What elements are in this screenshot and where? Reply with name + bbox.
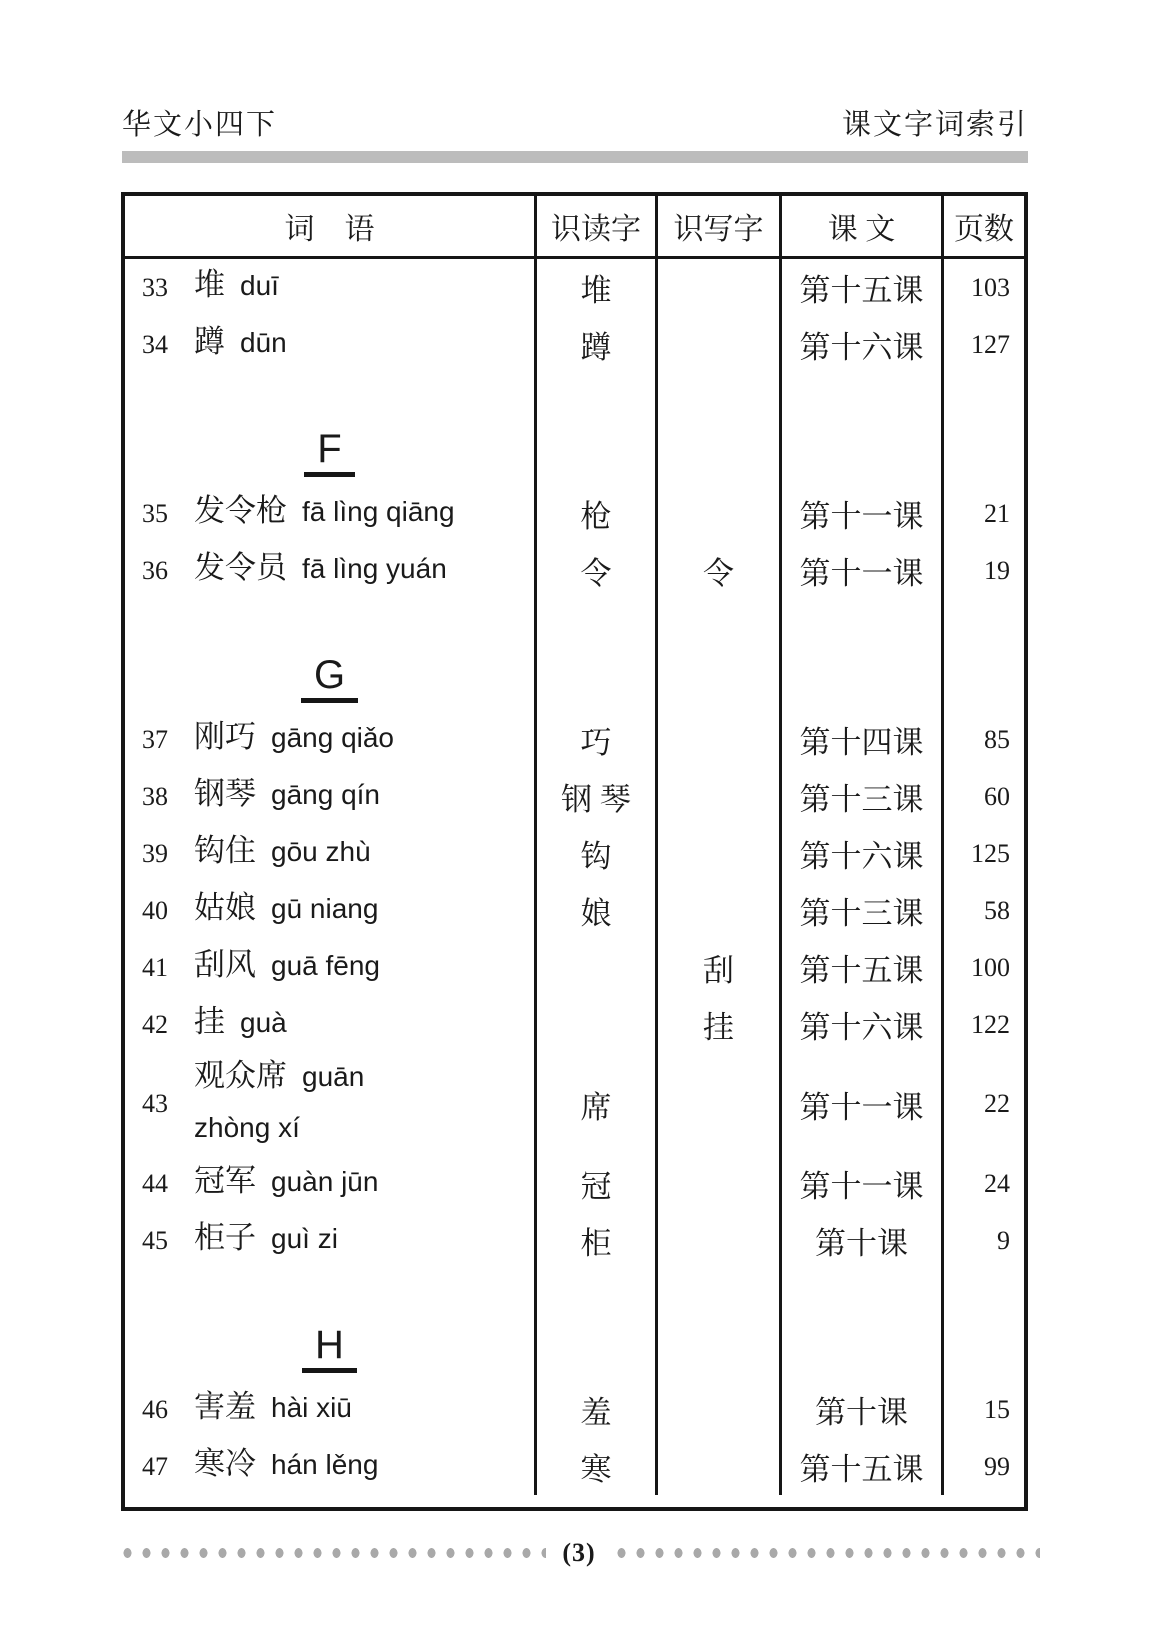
write-char-cell xyxy=(658,1053,782,1155)
word-cell xyxy=(125,939,537,996)
write-char-cell xyxy=(658,1438,782,1495)
column-header-lesson: 课 文 xyxy=(782,196,944,256)
lesson-name: 第十一课 xyxy=(799,556,924,591)
page-cell xyxy=(944,1381,1024,1438)
word-hanzi: 冠军 xyxy=(194,1162,256,1198)
page-number-value: 24 xyxy=(984,1168,1010,1198)
read-char-cell xyxy=(537,1212,658,1269)
entry-number: 46 xyxy=(142,1394,168,1424)
word-pinyin-block xyxy=(194,828,371,880)
write-char-cell xyxy=(658,711,782,768)
column-header-write-char: 识写字 xyxy=(658,196,782,256)
page-cell xyxy=(944,882,1024,939)
write-char: 令 xyxy=(703,556,734,591)
page-cell xyxy=(944,711,1024,768)
entry-number: 38 xyxy=(142,781,168,811)
write-char-cell xyxy=(658,1381,782,1438)
entry-number: 37 xyxy=(142,724,168,754)
lesson-cell xyxy=(782,259,944,316)
word-pinyin-block xyxy=(194,942,380,994)
word-hanzi: 发令员 xyxy=(194,549,287,585)
table-row xyxy=(125,316,1024,373)
read-char-cell xyxy=(537,1381,658,1438)
word-pinyin-continued: zhòng xí xyxy=(194,1111,300,1143)
word-pinyin: gāng qín xyxy=(271,778,380,810)
write-char-cell xyxy=(658,485,782,542)
lesson-cell xyxy=(782,599,944,711)
page-cell xyxy=(944,542,1024,599)
lesson-cell xyxy=(782,373,944,485)
read-char-cell xyxy=(537,882,658,939)
dotted-divider-left xyxy=(118,1547,546,1559)
write-char: 刮 xyxy=(703,953,734,988)
word-cell xyxy=(125,1381,537,1438)
word-line xyxy=(194,1441,378,1493)
write-char-cell xyxy=(658,825,782,882)
word-hanzi: 柜子 xyxy=(194,1219,256,1255)
word-pinyin: guàn jūn xyxy=(271,1165,379,1197)
read-char-cell xyxy=(537,599,658,711)
word-pinyin-block xyxy=(194,1158,378,1210)
lesson-cell xyxy=(782,996,944,1053)
word-hanzi: 钩住 xyxy=(194,832,256,868)
word-pinyin-block xyxy=(194,999,287,1051)
word-line xyxy=(194,714,394,766)
word-pinyin: guā fēng xyxy=(271,949,380,981)
word-pinyin-block xyxy=(194,1441,378,1493)
word-pinyin: dūn xyxy=(240,326,287,358)
word-pinyin: fā lìng yuán xyxy=(302,552,447,584)
table-row xyxy=(125,825,1024,882)
word-pinyin-block xyxy=(194,319,287,371)
table-row xyxy=(125,542,1024,599)
section-letter-cell xyxy=(125,373,537,485)
word-cell xyxy=(125,485,537,542)
read-char-cell xyxy=(537,259,658,316)
word-hanzi: 观众席 xyxy=(194,1057,287,1093)
lesson-cell xyxy=(782,485,944,542)
section-letter-cell xyxy=(125,599,537,711)
entry-number: 36 xyxy=(142,555,168,585)
table-row xyxy=(125,259,1024,316)
word-pinyin-block xyxy=(194,262,279,314)
entry-number: 43 xyxy=(142,1089,168,1118)
word-line xyxy=(194,885,378,937)
lesson-cell xyxy=(782,1212,944,1269)
word-pinyin: hài xiū xyxy=(271,1391,352,1423)
table-row xyxy=(125,1381,1024,1438)
table-body xyxy=(125,259,1024,1495)
word-pinyin: hán lěng xyxy=(271,1448,379,1480)
page-cell xyxy=(944,1155,1024,1212)
page-cell xyxy=(944,599,1024,711)
word-cell xyxy=(125,1053,537,1155)
column-header-read-char: 识读字 xyxy=(537,196,658,256)
lesson-cell xyxy=(782,1053,944,1155)
word-cell xyxy=(125,542,537,599)
word-cell xyxy=(125,711,537,768)
page-cell xyxy=(944,825,1024,882)
word-pinyin-block xyxy=(194,771,380,823)
read-char: 蹲 xyxy=(580,330,612,365)
write-char-cell xyxy=(658,1269,782,1381)
section-letter: H xyxy=(302,1323,357,1373)
column-header-page: 页数 xyxy=(954,213,1014,246)
lesson-cell xyxy=(782,939,944,996)
book-title: 华文小四下 xyxy=(122,109,278,141)
lesson-cell xyxy=(782,316,944,373)
lesson-name: 第十六课 xyxy=(799,330,924,365)
word-hanzi: 挂 xyxy=(194,1003,225,1039)
write-char-cell xyxy=(658,768,782,825)
read-char-cell xyxy=(537,316,658,373)
lesson-name: 第十五课 xyxy=(799,1452,924,1487)
page-number-value: 9 xyxy=(997,1225,1010,1255)
table-row xyxy=(125,1053,1024,1155)
word-cell xyxy=(125,1438,537,1495)
read-char-cell xyxy=(537,485,658,542)
page-number-value: 103 xyxy=(971,272,1010,302)
lesson-name: 第十一课 xyxy=(799,499,924,534)
lesson-name: 第十一课 xyxy=(799,1169,924,1204)
dotted-divider-right xyxy=(612,1547,1040,1559)
word-line xyxy=(194,488,455,540)
lesson-cell xyxy=(782,1438,944,1495)
entry-number: 47 xyxy=(142,1451,168,1481)
read-char-cell xyxy=(537,1155,658,1212)
table-row xyxy=(125,1438,1024,1495)
read-char: 柜 xyxy=(580,1226,612,1261)
word-pinyin-block xyxy=(194,488,455,540)
read-char: 令 xyxy=(580,556,612,591)
page-number-value: 125 xyxy=(971,838,1010,868)
lesson-cell xyxy=(782,1381,944,1438)
page-cell xyxy=(944,1269,1024,1381)
word-line xyxy=(194,1384,352,1436)
page-number: (3) xyxy=(562,1538,596,1567)
word-pinyin: fā lìng qiāng xyxy=(302,495,455,527)
word-cell xyxy=(125,825,537,882)
word-pinyin: duī xyxy=(240,269,279,301)
word-cell xyxy=(125,259,537,316)
page-cell xyxy=(944,373,1024,485)
entry-number: 33 xyxy=(142,272,168,302)
word-line xyxy=(194,319,287,371)
word-line xyxy=(194,262,279,314)
word-pinyin: guān xyxy=(302,1060,365,1092)
page-number-value: 15 xyxy=(984,1394,1010,1424)
read-char-cell xyxy=(537,939,658,996)
write-char: 挂 xyxy=(703,1010,734,1045)
word-pinyin: gōu zhù xyxy=(271,835,371,867)
read-char-cell xyxy=(537,1053,658,1155)
word-line xyxy=(194,828,371,880)
word-line xyxy=(194,1215,338,1267)
word-hanzi: 钢琴 xyxy=(194,775,256,811)
word-hanzi: 刚巧 xyxy=(194,718,256,754)
word-pinyin: gū niang xyxy=(271,892,379,924)
word-hanzi: 堆 xyxy=(194,266,225,302)
word-pinyin-block xyxy=(194,1215,338,1267)
page-number-value: 127 xyxy=(971,329,1010,359)
read-char-cell xyxy=(537,542,658,599)
page-number-value: 58 xyxy=(984,895,1010,925)
lesson-name: 第十六课 xyxy=(799,839,924,874)
read-char-cell xyxy=(537,996,658,1053)
entry-number: 39 xyxy=(142,838,168,868)
page-number-value: 99 xyxy=(984,1451,1010,1481)
read-char-cell xyxy=(537,1438,658,1495)
page-number-value: 21 xyxy=(984,498,1010,528)
table-row xyxy=(125,768,1024,825)
word-pinyin-block xyxy=(194,714,394,766)
page-number-value: 122 xyxy=(971,1009,1010,1039)
word-line-2 xyxy=(194,1105,364,1156)
read-char: 钩 xyxy=(580,839,612,874)
table-row xyxy=(125,1212,1024,1269)
write-char-cell xyxy=(658,542,782,599)
entry-number: 34 xyxy=(142,329,168,359)
word-cell xyxy=(125,1155,537,1212)
word-hanzi: 害羞 xyxy=(194,1388,256,1424)
section-letter: G xyxy=(301,653,358,703)
read-char: 冠 xyxy=(580,1169,612,1204)
read-char: 寒 xyxy=(580,1452,612,1487)
word-cell xyxy=(125,768,537,825)
write-char-cell xyxy=(658,316,782,373)
page-cell xyxy=(944,768,1024,825)
read-char: 巧 xyxy=(580,725,612,760)
entry-number: 44 xyxy=(142,1168,168,1198)
word-pinyin-block xyxy=(194,885,378,937)
section-letter: F xyxy=(304,427,354,477)
read-char-cell xyxy=(537,825,658,882)
read-char: 钢 琴 xyxy=(561,782,631,817)
lesson-cell xyxy=(782,711,944,768)
word-hanzi: 刮风 xyxy=(194,946,256,982)
word-hanzi: 寒冷 xyxy=(194,1445,256,1481)
lesson-name: 第十一课 xyxy=(799,1089,924,1125)
section-row xyxy=(125,1269,1024,1381)
page-number-value: 85 xyxy=(984,724,1010,754)
write-char-cell xyxy=(658,939,782,996)
header-rule-bar xyxy=(122,151,1028,163)
read-char-cell xyxy=(537,711,658,768)
page-cell xyxy=(944,1438,1024,1495)
word-cell xyxy=(125,996,537,1053)
read-char-cell xyxy=(537,373,658,485)
table-header-row xyxy=(125,196,1024,259)
word-line xyxy=(194,999,287,1051)
table-row xyxy=(125,882,1024,939)
entry-number: 45 xyxy=(142,1225,168,1255)
lesson-cell xyxy=(782,768,944,825)
table-row xyxy=(125,711,1024,768)
word-hanzi: 姑娘 xyxy=(194,889,256,925)
word-pinyin-block xyxy=(194,1384,352,1436)
word-pinyin-block xyxy=(194,545,447,597)
write-char-cell xyxy=(658,1212,782,1269)
word-pinyin: guà xyxy=(240,1006,287,1038)
section-row xyxy=(125,373,1024,485)
page-cell xyxy=(944,1212,1024,1269)
lesson-name: 第十三课 xyxy=(799,896,924,931)
word-cell xyxy=(125,316,537,373)
vocab-index-table xyxy=(121,192,1028,1511)
lesson-name: 第十三课 xyxy=(799,782,924,817)
read-char: 席 xyxy=(580,1089,612,1125)
write-char-cell xyxy=(658,259,782,316)
page-number-value: 22 xyxy=(984,1089,1010,1118)
page-cell xyxy=(944,996,1024,1053)
write-char-cell xyxy=(658,599,782,711)
word-pinyin: gāng qiǎo xyxy=(271,721,395,753)
lesson-cell xyxy=(782,882,944,939)
lesson-name: 第十课 xyxy=(815,1226,908,1261)
read-char-cell xyxy=(537,768,658,825)
write-char-cell xyxy=(658,1155,782,1212)
read-char: 堆 xyxy=(580,273,612,308)
table-row xyxy=(125,996,1024,1053)
word-cell xyxy=(125,882,537,939)
word-line xyxy=(194,545,447,597)
lesson-cell xyxy=(782,1269,944,1381)
entry-number: 35 xyxy=(142,498,168,528)
page-cell xyxy=(944,1053,1024,1155)
page-number-value: 60 xyxy=(984,781,1010,811)
read-char-cell xyxy=(537,1269,658,1381)
lesson-name: 第十五课 xyxy=(799,953,924,988)
word-hanzi: 发令枪 xyxy=(194,492,287,528)
read-char: 羞 xyxy=(580,1395,612,1430)
lesson-name: 第十课 xyxy=(815,1395,908,1430)
index-title: 课文字词索引 xyxy=(841,109,1028,141)
table-row xyxy=(125,485,1024,542)
word-pinyin-block xyxy=(194,1053,364,1156)
word-line xyxy=(194,771,380,823)
column-header-word: 词 语 xyxy=(125,196,537,256)
section-row xyxy=(125,599,1024,711)
page-number-value: 19 xyxy=(984,555,1010,585)
word-pinyin: guì zi xyxy=(271,1222,338,1254)
entry-number: 40 xyxy=(142,895,168,925)
entry-number: 42 xyxy=(142,1009,168,1039)
lesson-cell xyxy=(782,542,944,599)
page-cell xyxy=(944,485,1024,542)
section-letter-cell xyxy=(125,1269,537,1381)
lesson-cell xyxy=(782,825,944,882)
word-hanzi: 蹲 xyxy=(194,323,225,359)
lesson-name: 第十五课 xyxy=(799,273,924,308)
table-row xyxy=(125,939,1024,996)
page-cell xyxy=(944,939,1024,996)
table-row xyxy=(125,1155,1024,1212)
lesson-name: 第十四课 xyxy=(799,725,924,760)
page-cell xyxy=(944,259,1024,316)
lesson-cell xyxy=(782,1155,944,1212)
lesson-name: 第十六课 xyxy=(799,1010,924,1045)
entry-number: 41 xyxy=(142,952,168,982)
write-char-cell xyxy=(658,996,782,1053)
running-header xyxy=(122,102,1028,143)
word-line xyxy=(194,1158,378,1210)
word-line xyxy=(194,942,380,994)
read-char: 娘 xyxy=(580,896,612,931)
write-char-cell xyxy=(658,882,782,939)
word-cell xyxy=(125,1212,537,1269)
word-line xyxy=(194,1053,364,1105)
write-char-cell xyxy=(658,373,782,485)
page-footer xyxy=(118,1540,1040,1566)
page-number-value: 100 xyxy=(971,952,1010,982)
read-char: 枪 xyxy=(580,499,612,534)
page-cell xyxy=(944,316,1024,373)
